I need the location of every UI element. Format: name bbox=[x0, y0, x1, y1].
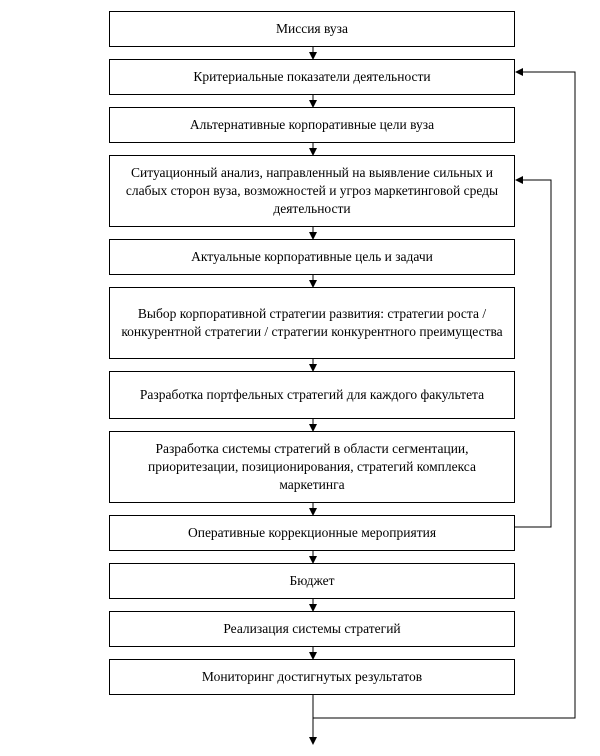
step-implementation bbox=[109, 611, 515, 647]
step-implementation-label: Реализация системы стратегий bbox=[223, 621, 401, 636]
step-situational-analysis-label: Ситуационный анализ, направленный на выявление сильных и слабых сторон вуза, возможностей и угроз маркетинговой среды деятельности bbox=[125, 165, 499, 216]
step-alternative-goals-label: Альтернативные корпоративные цели вуза bbox=[189, 117, 435, 132]
step-corrective-actions-label: Оперативные коррекционные мероприятия bbox=[187, 525, 437, 540]
step-portfolio-strategies bbox=[109, 371, 515, 419]
step-alternative-goals bbox=[109, 107, 515, 143]
step-budget bbox=[109, 563, 515, 599]
step-monitoring bbox=[109, 659, 515, 695]
step-strategy-system bbox=[109, 431, 515, 503]
step-mission bbox=[109, 11, 515, 47]
step-monitoring-label: Мониторинг достигнутых результатов bbox=[201, 669, 423, 684]
step-corporate-strategy-label: Выбор корпоративной стратегии развития: стратегии роста / конкурентной стратегии / стратегии конкурентного преимущества bbox=[121, 306, 503, 339]
step-strategy-system-label: Разработка системы стратегий в области сегментации, приоритезации, позиционирования, стратегий комплекса маркетинга bbox=[148, 441, 476, 492]
step-portfolio-strategies-label: Разработка портфельных стратегий для каждого факультета bbox=[139, 387, 485, 402]
step-criteria-indicators-label: Критериальные показатели деятельности bbox=[193, 69, 431, 84]
step-criteria-indicators bbox=[109, 59, 515, 95]
step-current-goals bbox=[109, 239, 515, 275]
step-corporate-strategy bbox=[109, 287, 515, 359]
feedback-loop-corrective bbox=[515, 180, 551, 527]
step-mission-label: Миссия вуза bbox=[275, 21, 348, 36]
step-current-goals-label: Актуальные корпоративные цель и задачи bbox=[191, 249, 433, 264]
step-budget-label: Бюджет bbox=[289, 573, 335, 588]
step-situational-analysis bbox=[109, 155, 515, 227]
step-corrective-actions bbox=[109, 515, 515, 551]
